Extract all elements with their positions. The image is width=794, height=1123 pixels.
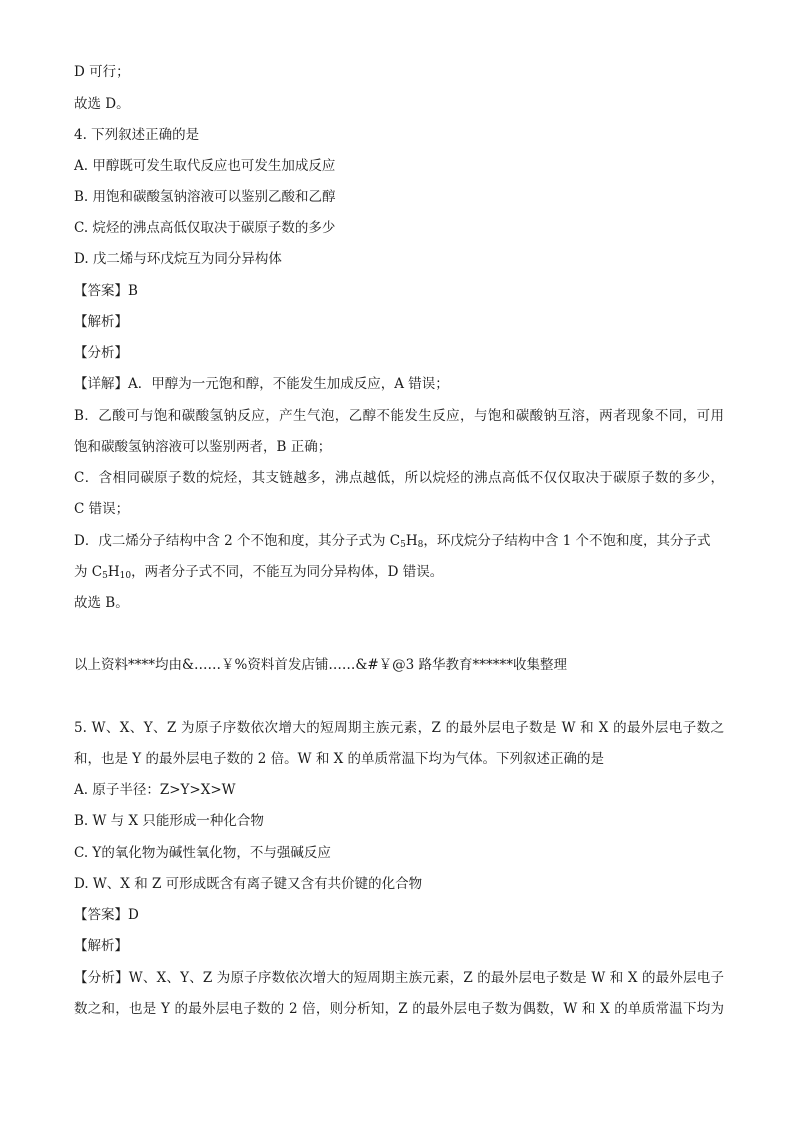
analysis-line: 【分析】W、X、Y、Z 为原子序数依次增大的短周期主族元素，Z 的最外层电子数是 W 和 X 的最外层电子 xyxy=(74,970,724,986)
question-5-stem: 和，也是 Y 的最外层电子数的 2 倍。W 和 X 的单质常温下均为气体。下列叙述正确的是 xyxy=(74,751,605,767)
detail-line: B．乙酸可与饱和碳酸氢钠反应，产生气泡，乙醇不能发生反应，与饱和碳酸钠互溶，两者现象不同，可用 xyxy=(74,408,724,424)
text-line: 故选 D。 xyxy=(74,96,130,112)
question-4-stem: 4. 下列叙述正确的是 xyxy=(74,127,200,143)
watermark-note: 以上资料****均由&……￥%资料首发店铺……&#￥@3 路华教育******收集整理 xyxy=(74,657,568,673)
answer-label: 【答案】D xyxy=(74,907,139,923)
option-a: A. 原子半径：Z>Y>X>W xyxy=(74,782,236,798)
analysis-label: 【解析】 xyxy=(74,938,128,954)
option-c: C. Y的氧化物为碱性氧化物，不与强碱反应 xyxy=(74,845,331,861)
detail-line: C 错误； xyxy=(74,501,130,517)
option-d: D. W、X 和 Z 可形成既含有离子键又含有共价键的化合物 xyxy=(74,876,423,892)
option-b: B. 用饱和碳酸氢钠溶液可以鉴别乙酸和乙醇 xyxy=(74,189,336,205)
analysis-sub-label: 【分析】 xyxy=(74,345,128,361)
option-b: B. W 与 X 只能形成一种化合物 xyxy=(74,813,264,829)
detail-line-formula: D．戊二烯分子结构中含 2 个不饱和度，其分子式为 $C_5H_8$，环戊烷分子结构中含 1 个不饱和度，其分子式 xyxy=(74,533,711,550)
detail-line-formula: 为 $C_5H_{10}$，两者分子式不同，不能互为同分异构体，D 错误。 xyxy=(74,564,444,581)
text-line: 故选 B。 xyxy=(74,595,129,611)
analysis-line: 数之和，也是 Y 的最外层电子数的 2 倍，则分析知，Z 的最外层电子数为偶数，W 和 X 的单质常温下均为 xyxy=(74,1001,724,1017)
detail-line: C．含相同碳原子数的烷烃，其支链越多，沸点越低，所以烷烃的沸点高低不仅仅取决于碳原子数的多少， xyxy=(74,470,724,486)
text-line: D 可行； xyxy=(74,64,130,80)
detail-line: 饱和碳酸氢钠溶液可以鉴别两者，B 正确； xyxy=(74,439,332,455)
option-c: C. 烷烃的沸点高低仅取决于碳原子数的多少 xyxy=(74,220,336,236)
question-5-stem: 5. W、X、Y、Z 为原子序数依次增大的短周期主族元素，Z 的最外层电子数是 W 和 X 的最外层电子数之 xyxy=(74,720,724,736)
answer-label: 【答案】B xyxy=(74,283,138,299)
detail-line: 【详解】A．甲醇为一元饱和醇，不能发生加成反应，A 错误； xyxy=(74,376,449,392)
analysis-label: 【解析】 xyxy=(74,314,128,330)
option-a: A. 甲醇既可发生取代反应也可发生加成反应 xyxy=(74,158,336,174)
option-d: D. 戊二烯与环戊烷互为同分异构体 xyxy=(74,251,282,267)
